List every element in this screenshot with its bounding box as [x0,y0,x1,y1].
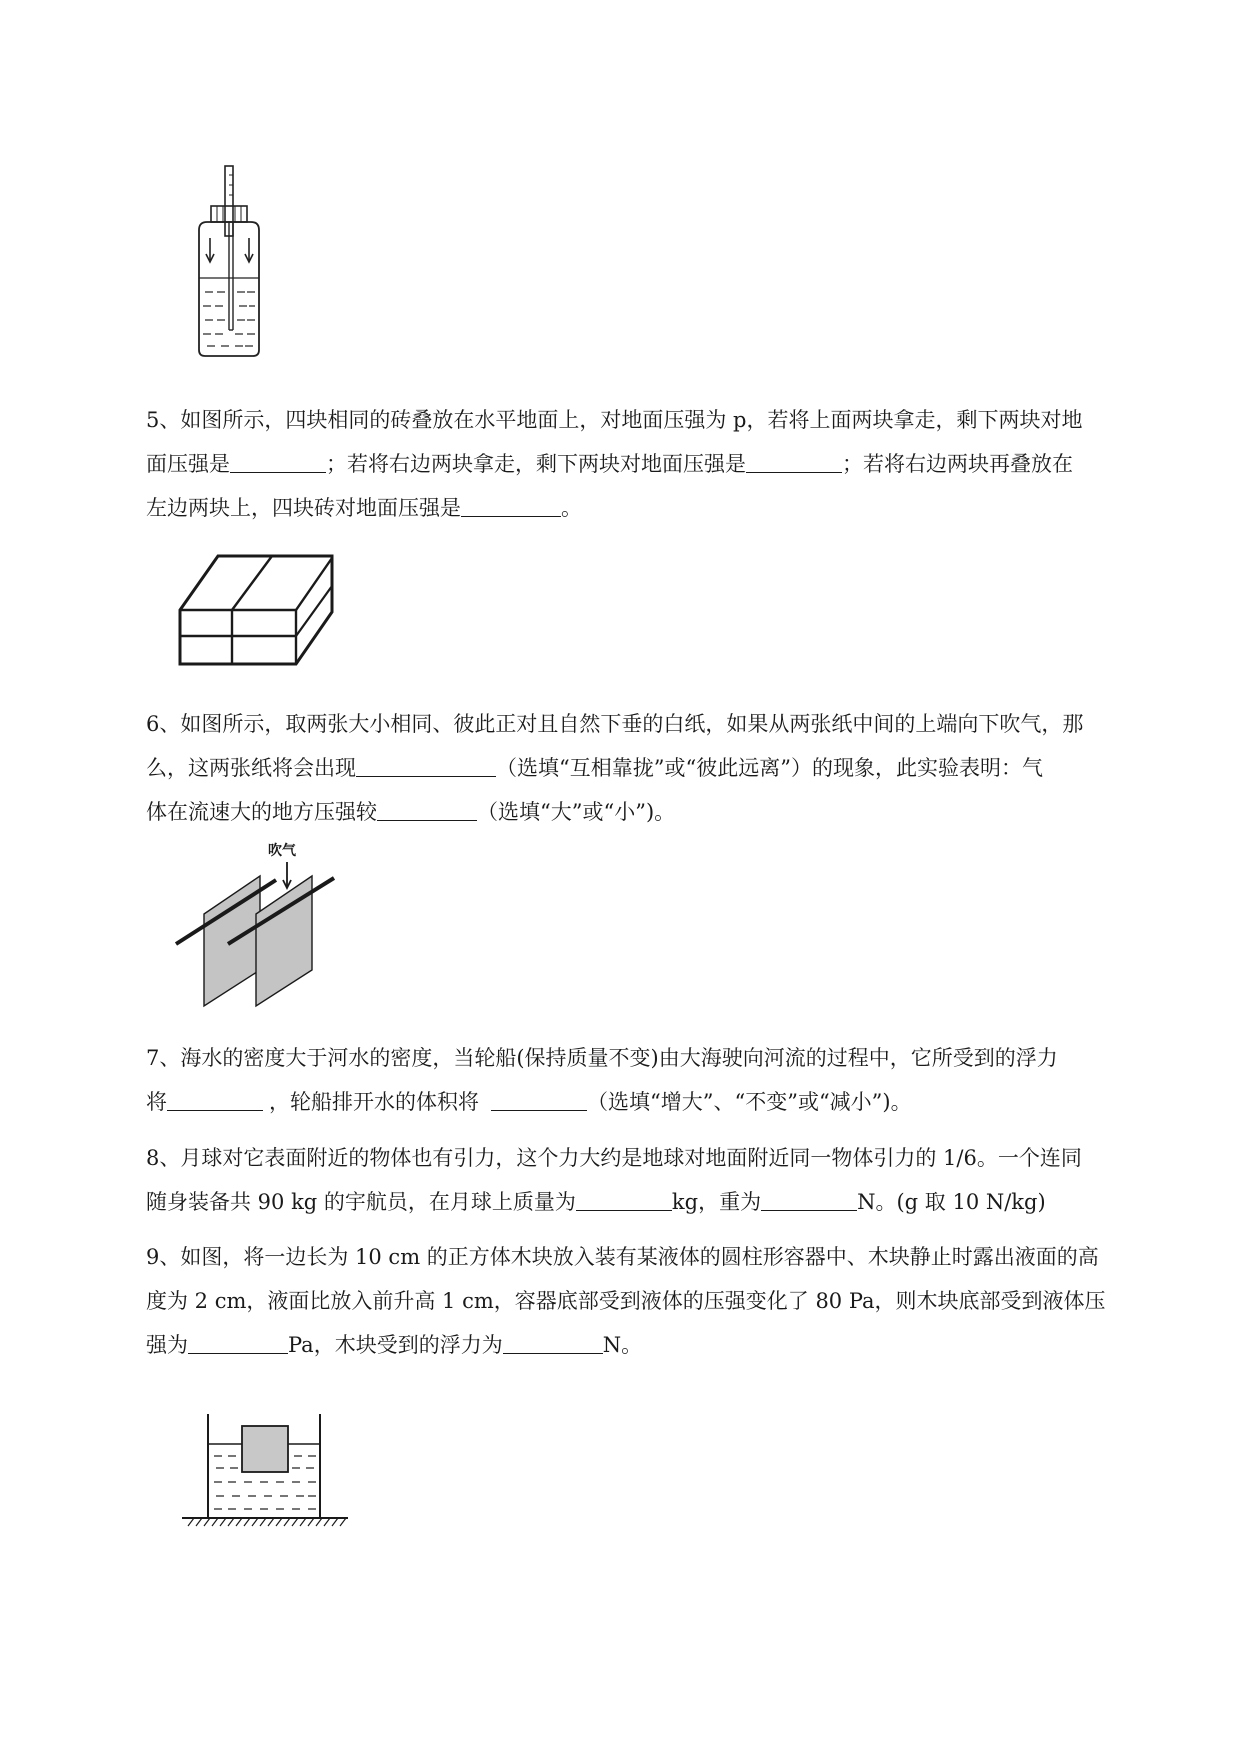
q6-text: （选填“互相靠拢”或“彼此远离”）的现象，此实验表明：气 [496,756,1043,780]
papers-figure [172,840,342,1010]
q6-text: 体在流速大的地方压强较 [146,800,377,824]
question-9 [146,1235,1149,1367]
q8-text: 随身装备共 90 kg 的宇航员，在月球上质量为 [146,1190,576,1214]
q5-line-3 [146,486,1149,530]
q6-line-1 [146,702,1149,746]
q5-text: ；若将右边两块拿走，剩下两块对地面压强是 [326,452,746,476]
q7-line-1 [146,1036,1149,1080]
q6-text: 6、如图所示，取两张大小相同、彼此正对且自然下垂的白纸，如果从两张纸中间的上端向下吹气，那 [146,712,1084,736]
q8-line-1 [146,1136,1149,1180]
q8-text: kg，重为 [671,1190,762,1214]
q9-text: Pa，木块受到的浮力为 [288,1333,503,1357]
q8-line-2 [146,1180,1149,1224]
question-7 [146,1036,1149,1124]
q7-text: 7、海水的密度大于河水的密度，当轮船(保持质量不变)由大海驶向河流的过程中，它所受到的浮力 [146,1046,1058,1070]
container-block-figure [178,1410,368,1535]
answer-blank[interactable] [576,1186,672,1211]
answer-blank[interactable] [461,492,561,517]
q6-text: 么，这两张纸将会出现 [146,756,356,780]
q5-text: ；若将右边两块再叠放在 [842,452,1073,476]
q9-text: N。 [602,1333,643,1357]
answer-blank[interactable] [356,752,496,777]
answer-blank[interactable] [167,1086,263,1111]
q9-line-1 [146,1235,1149,1279]
q7-text: 将 [146,1090,167,1114]
q5-text: 5、如图所示，四块相同的砖叠放在水平地面上，对地面压强为 p，若将上面两块拿走，剩下两块对地 [146,408,1083,432]
q9-line-3 [146,1323,1149,1367]
q8-text: N。(g 取 10 N/kg) [857,1190,1046,1214]
q9-text: 强为 [146,1333,188,1357]
blow-label: 吹气 [268,843,296,859]
answer-blank[interactable] [746,448,842,473]
answer-blank[interactable] [491,1086,587,1111]
bricks-figure [176,548,336,673]
q7-text: ，轮船排开水的体积将 [269,1090,479,1114]
q8-text: 8、月球对它表面附近的物体也有引力，这个力大约是地球对地面附近同一物体引力的 1/6。一个连同 [146,1146,1082,1170]
q5-text: 。 [561,496,582,520]
q6-line-2 [146,746,1149,790]
q9-text: 度为 2 cm，液面比放入前升高 1 cm，容器底部受到液体的压强变化了 80 Pa，则木块底部受到液体压 [146,1289,1106,1313]
answer-blank[interactable] [761,1186,857,1211]
question-8 [146,1136,1149,1224]
q9-line-2 [146,1279,1149,1323]
q7-line-2 [146,1080,1149,1124]
answer-blank[interactable] [188,1329,288,1354]
answer-blank[interactable] [503,1329,603,1354]
question-5 [146,398,1149,530]
bottle-tube-figure [185,160,275,360]
answer-blank[interactable] [377,796,477,821]
question-6 [146,702,1149,834]
answer-blank[interactable] [230,448,326,473]
q9-text: 9、如图，将一边长为 10 cm 的正方体木块放入装有某液体的圆柱形容器中、木块静止时露出液面的高 [146,1245,1099,1269]
q6-text: （选填“大”或“小”)。 [477,800,676,824]
q5-line-2 [146,442,1149,486]
q5-text: 左边两块上，四块砖对地面压强是 [146,496,461,520]
q6-line-3 [146,790,1149,834]
q5-line-1 [146,398,1149,442]
q5-text: 面压强是 [146,452,230,476]
q7-text: （选填“增大”、“不变”或“减小”)。 [587,1090,912,1114]
